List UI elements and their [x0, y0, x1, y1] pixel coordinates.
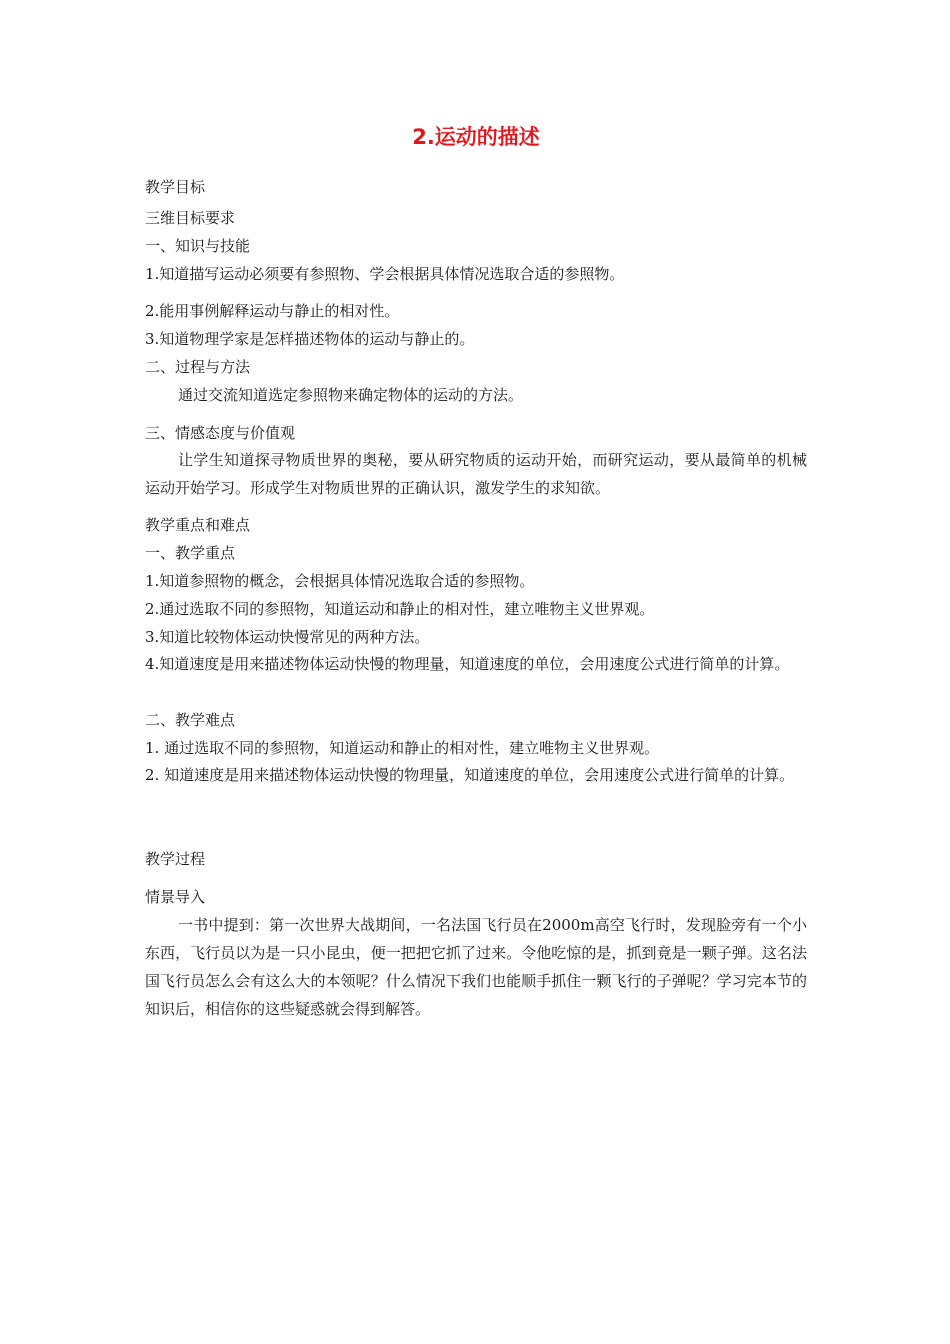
key-item: 3.知道比较物体运动快慢常见的两种方法。: [145, 628, 430, 646]
key-item: 1.知道参照物的概念，会根据具体情况选取合适的参照物。: [145, 572, 535, 590]
knowledge-item: 1.知道描写运动必须要有参照物、学会根据具体情况选取合适的参照物。: [145, 265, 625, 283]
teaching-process-heading: 教学过程: [145, 850, 206, 868]
three-dim-heading: 三维目标要求: [145, 209, 236, 227]
knowledge-heading: 一、知识与技能: [145, 237, 251, 255]
key-difficult-heading: 教学重点和难点: [145, 516, 251, 534]
intro-text: 一书中提到：第一次世界大战期间，一名法国飞行员在2000m高空飞行时，发现脸旁有一个小东西，飞行员以为是一只小昆虫，便一把把它抓了过来。令他吃惊的是，抓到竟是一颗子弹。这名法国飞行员怎么会有这么大的本领呢？什么情况下我们也能顺手抓住一颗飞行的子弹呢？学习完本节的知识后，相信你的这些疑惑就会得到解答。: [145, 916, 807, 1018]
emotion-heading: 三、情感态度与价值观: [145, 424, 296, 442]
intro-heading: 情景导入: [145, 888, 206, 906]
knowledge-item: 2.能用事例解释运动与静止的相对性。: [145, 302, 400, 320]
key-item: 4.知道速度是用来描述物体运动快慢的物理量，知道速度的单位，会用速度公式进行简单的计算。: [145, 655, 790, 673]
difficult-item: 2. 知道速度是用来描述物体运动快慢的物理量，知道速度的单位，会用速度公式进行简单的计算。: [145, 766, 795, 784]
difficult-heading: 二、教学难点: [145, 711, 236, 729]
process-heading: 二、过程与方法: [145, 358, 251, 376]
emotion-text: 让学生知道探寻物质世界的奥秘，要从研究物质的运动开始，而研究运动，要从最简单的机械运动开始学习。形成学生对物质世界的正确认识，激发学生的求知欲。: [145, 451, 807, 497]
key-heading: 一、教学重点: [145, 544, 236, 562]
knowledge-item: 3.知道物理学家是怎样描述物体的运动与静止的。: [145, 330, 475, 348]
objectives-heading: 教学目标: [145, 178, 206, 196]
process-text: 通过交流知道选定参照物来确定物体的运动的方法。: [178, 386, 524, 404]
key-item: 2.通过选取不同的参照物，知道运动和静止的相对性，建立唯物主义世界观。: [145, 600, 655, 618]
difficult-item: 1. 通过选取不同的参照物，知道运动和静止的相对性，建立唯物主义世界观。: [145, 739, 660, 757]
document-title: 2.运动的描述: [412, 125, 540, 149]
